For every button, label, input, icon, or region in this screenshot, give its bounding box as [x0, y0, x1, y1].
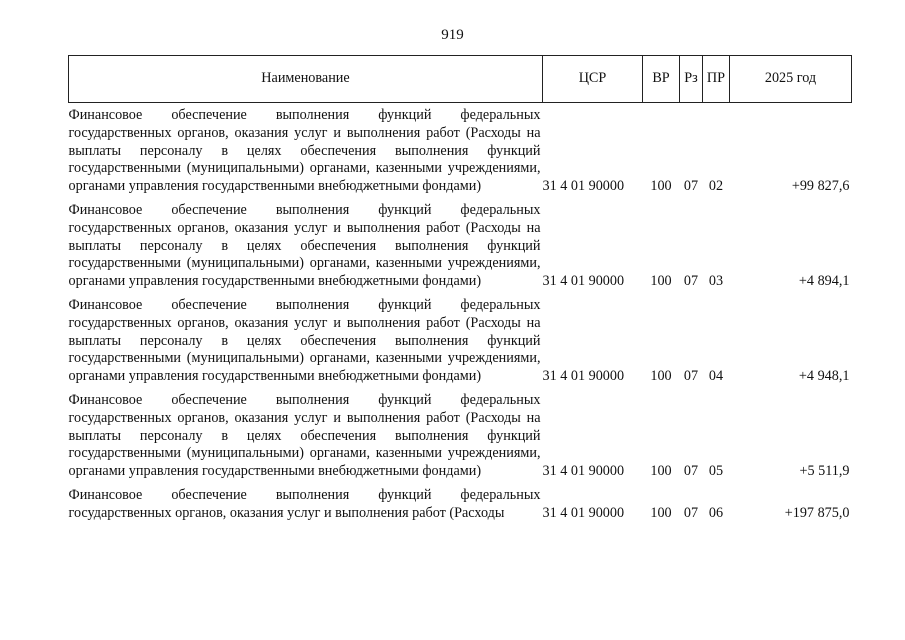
header-rz: Рз [680, 56, 703, 103]
row-vr: 100 [650, 463, 672, 480]
row-name: Финансовое обеспечение выполнения функций федеральных государственных органов, оказания услуг и выполнения работ (Расходы на выплаты персоналу в целях обеспечения выполнения функций государственными (муниципальными) органами, казенными учреждениями, органами управления государственными внебюджетными фондами) [68, 296, 541, 385]
row-csr: 31 4 01 90000 [542, 178, 625, 195]
row-sum: +4 948,1 [798, 368, 850, 385]
row-pr: 05 [708, 463, 724, 480]
header-csr: ЦСР [543, 56, 643, 103]
budget-table [68, 55, 852, 523]
row-vr: 100 [650, 504, 672, 521]
table-row [69, 388, 852, 483]
page-number: 919 [441, 27, 464, 43]
header-year: 2025 год [730, 56, 852, 103]
table-row [69, 293, 852, 388]
row-sum: +5 511,9 [799, 463, 850, 480]
header-name: Наименование [69, 56, 543, 103]
row-name: Финансовое обеспечение выполнения функций федеральных государственных органов, оказания услуг и выполнения работ (Расходы на выплаты персоналу в целях обеспечения выполнения функций государственными (муниципальными) органами, казенными учреждениями, органами управления государственными внебюджетными фондами) [68, 391, 541, 480]
header-pr: ПР [703, 56, 730, 103]
row-name: Финансовое обеспечение выполнения функций федеральных государственных органов, оказания услуг и выполнения работ (Расходы [68, 486, 541, 521]
row-vr: 100 [650, 178, 672, 195]
table-header-row [69, 56, 852, 103]
row-csr: 31 4 01 90000 [542, 273, 625, 290]
row-sum: +197 875,0 [784, 504, 850, 521]
row-pr: 03 [708, 273, 724, 290]
row-pr: 06 [708, 504, 724, 521]
row-csr: 31 4 01 90000 [542, 368, 625, 385]
table-row [69, 483, 852, 523]
row-csr: 31 4 01 90000 [542, 463, 625, 480]
row-rz: 07 [683, 504, 699, 521]
table-row [69, 198, 852, 293]
row-sum: +99 827,6 [791, 178, 850, 195]
row-pr: 04 [708, 368, 724, 385]
row-pr: 02 [708, 178, 724, 195]
row-csr: 31 4 01 90000 [542, 504, 625, 521]
row-rz: 07 [683, 178, 699, 195]
table-row [69, 103, 852, 198]
row-name: Финансовое обеспечение выполнения функций федеральных государственных органов, оказания услуг и выполнения работ (Расходы на выплаты персоналу в целях обеспечения выполнения функций государственными (муниципальными) органами, казенными учреждениями, органами управления государственными внебюджетными фондами) [68, 107, 541, 195]
row-rz: 07 [683, 463, 699, 480]
row-rz: 07 [683, 368, 699, 385]
row-vr: 100 [650, 368, 672, 385]
header-vr: ВР [643, 56, 680, 103]
row-name: Финансовое обеспечение выполнения функций федеральных государственных органов, оказания услуг и выполнения работ (Расходы на выплаты персоналу в целях обеспечения выполнения функций государственными (муниципальными) органами, казенными учреждениями, органами управления государственными внебюджетными фондами) [68, 201, 541, 290]
row-sum: +4 894,1 [798, 273, 850, 290]
row-vr: 100 [650, 273, 672, 290]
row-rz: 07 [683, 273, 699, 290]
